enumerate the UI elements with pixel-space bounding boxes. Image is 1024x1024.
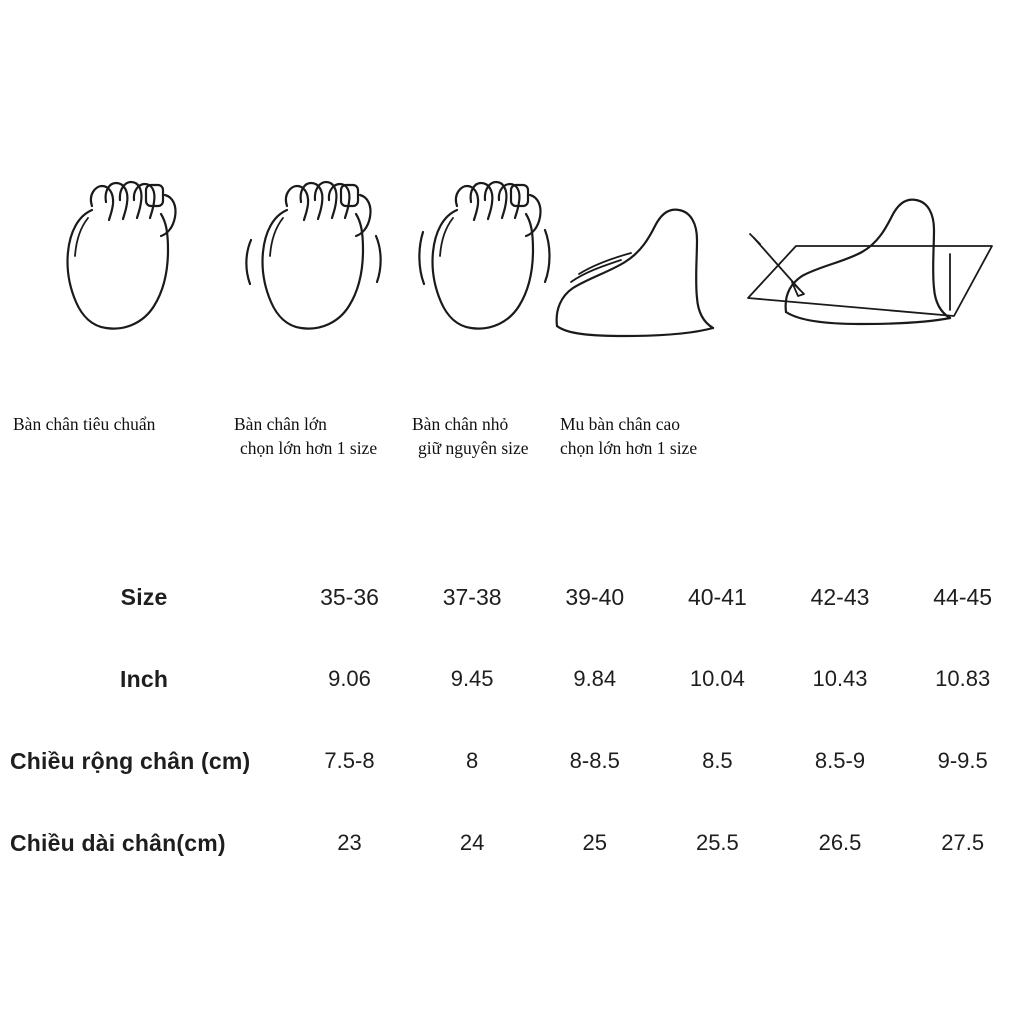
table-row bbox=[0, 720, 1024, 802]
cell-length-3: 25 bbox=[582, 830, 607, 855]
cell-length-4: 25.5 bbox=[695, 830, 739, 855]
cell-width-1: 7.5-8 bbox=[324, 748, 375, 773]
row-label-size: Size bbox=[120, 583, 168, 610]
row-label-foot-width: Chiều rộng chân (cm) bbox=[10, 747, 251, 774]
cell-size-2: 37-38 bbox=[442, 583, 502, 610]
foot-sole-wide-icon bbox=[225, 170, 385, 360]
cell-size-3: 39-40 bbox=[565, 583, 625, 610]
table-row bbox=[0, 802, 1024, 884]
cell-length-6: 27.5 bbox=[941, 830, 985, 855]
cell-inch-1: 9.06 bbox=[328, 666, 371, 691]
caption-standard-foot bbox=[13, 412, 155, 436]
cell-inch-4: 10.04 bbox=[689, 666, 745, 691]
cell-inch-5: 10.43 bbox=[812, 666, 868, 691]
foot-measure-icon bbox=[740, 170, 1000, 360]
foot-side-icon bbox=[545, 170, 745, 360]
cell-size-5: 42-43 bbox=[810, 583, 870, 610]
cell-width-3: 8-8.5 bbox=[569, 748, 620, 773]
row-label-foot-length: Chiều dài chân(cm) bbox=[10, 829, 226, 856]
cell-size-6: 44-45 bbox=[933, 583, 993, 610]
caption-line-1: Mu bàn chân cao bbox=[560, 414, 681, 434]
foot-sole-icon bbox=[30, 170, 190, 360]
cell-width-5: 8.5-9 bbox=[814, 748, 866, 773]
caption-line-1: Bàn chân tiêu chuẩn bbox=[13, 414, 156, 434]
cell-width-6: 9-9.5 bbox=[937, 748, 988, 773]
caption-line-1: Bàn chân lớn bbox=[234, 414, 327, 434]
caption-high-instep bbox=[560, 412, 697, 460]
cell-inch-6: 10.83 bbox=[935, 666, 991, 691]
foot-sole-narrow-icon bbox=[405, 170, 555, 360]
size-table bbox=[0, 556, 1024, 884]
cell-size-4: 40-41 bbox=[687, 583, 747, 610]
foot-illustrations bbox=[0, 170, 1024, 370]
row-label-inch: Inch bbox=[120, 665, 169, 692]
cell-inch-2: 9.45 bbox=[450, 666, 494, 691]
caption-line-1: Bàn chân nhỏ bbox=[412, 414, 509, 434]
cell-length-1: 23 bbox=[337, 830, 362, 855]
caption-line-2: chọn lớn hơn 1 size bbox=[240, 438, 378, 458]
table-row bbox=[0, 638, 1024, 720]
caption-wide-foot bbox=[234, 412, 377, 460]
cell-size-1: 35-36 bbox=[320, 583, 379, 610]
caption-group bbox=[0, 408, 1024, 478]
table-row bbox=[0, 556, 1024, 638]
cell-width-2: 8 bbox=[466, 748, 479, 773]
caption-line-2: chọn lớn hơn 1 size bbox=[560, 438, 698, 458]
cell-length-2: 24 bbox=[459, 830, 485, 855]
caption-line-2: giữ nguyên size bbox=[418, 438, 529, 458]
cell-width-4: 8.5 bbox=[702, 748, 733, 773]
cell-length-5: 26.5 bbox=[818, 830, 862, 855]
cell-inch-3: 9.84 bbox=[573, 666, 617, 691]
caption-narrow-foot bbox=[412, 412, 529, 460]
